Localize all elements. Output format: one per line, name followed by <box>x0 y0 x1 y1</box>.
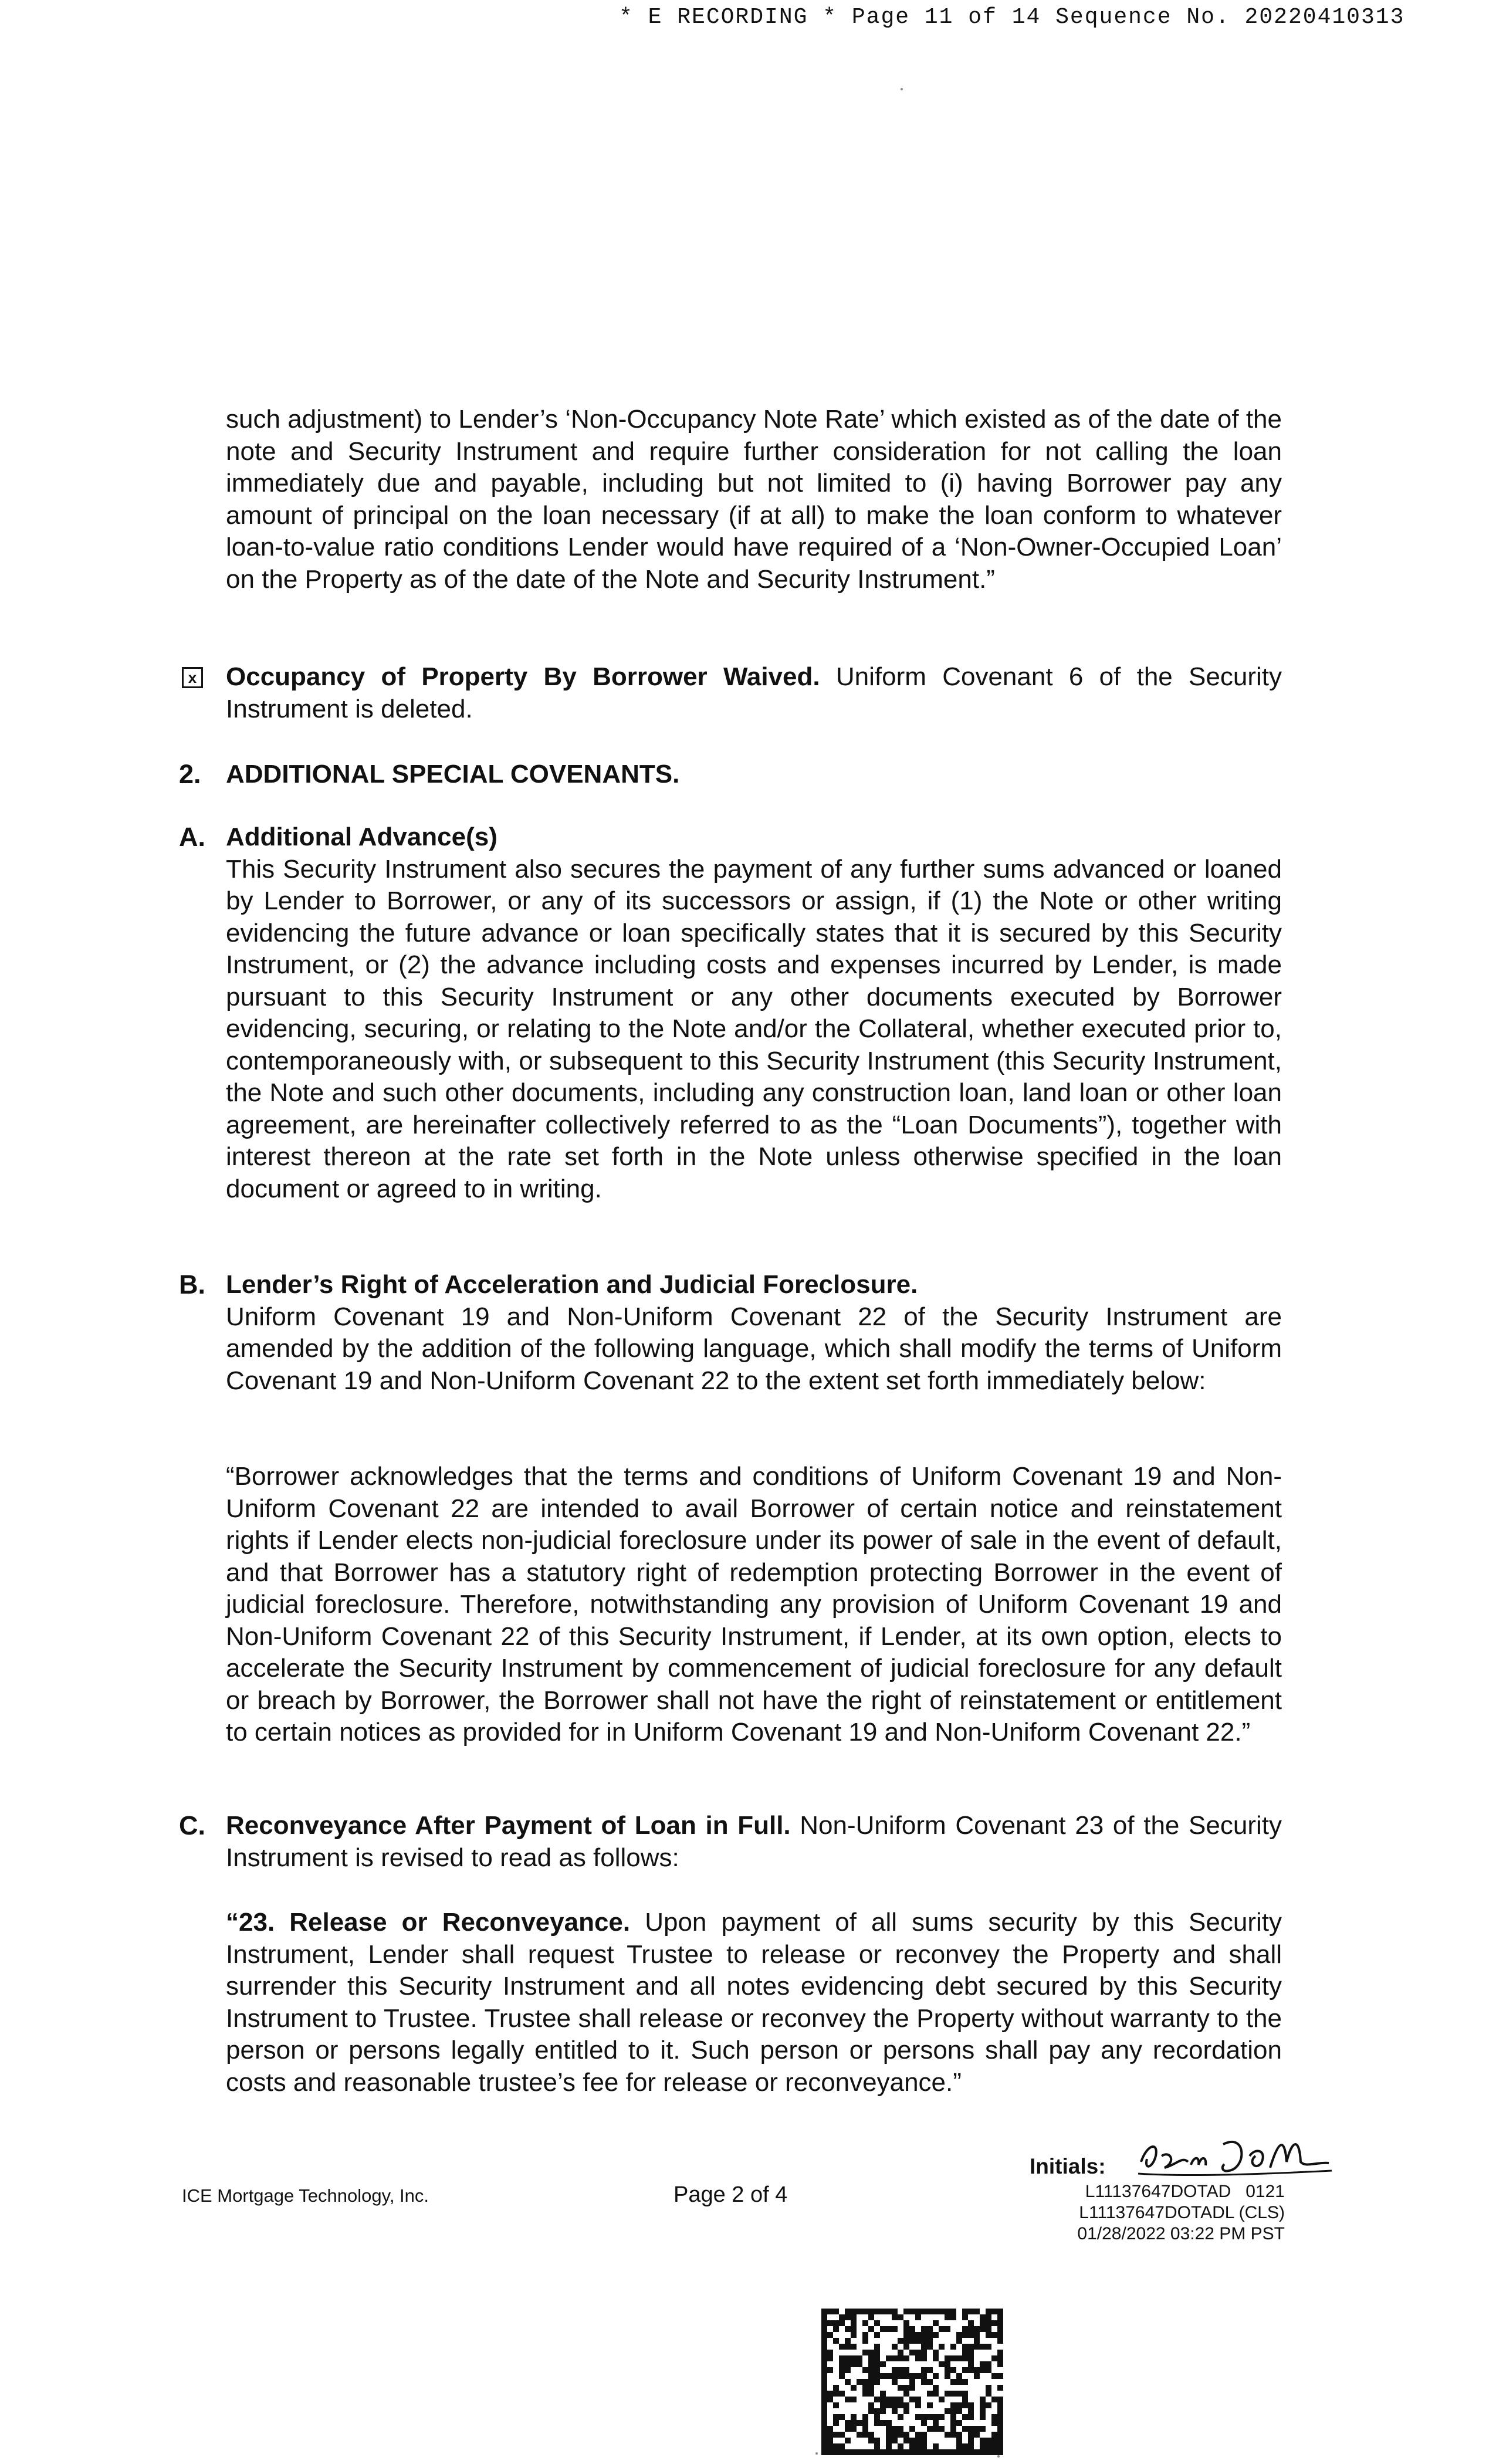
section-a-title: Additional Advance(s) <box>226 823 497 851</box>
section-a-letter: A. <box>179 822 205 852</box>
section-b-title: Lender’s Right of Acceleration and Judicial Foreclosure. <box>226 1270 918 1299</box>
barcode-2d <box>821 2309 1003 2455</box>
occupancy-checkbox: x <box>182 667 203 688</box>
scan-dot <box>815 2452 818 2455</box>
occupancy-paragraph <box>226 661 1282 725</box>
occupancy-title: Occupancy of Property By Borrower Waived. <box>226 662 820 691</box>
section-b-block <box>226 1269 1282 1397</box>
footer-code-1: L11137647DOTAD 0121 <box>1085 2182 1285 2201</box>
section-c-quote-title: “23. Release or Reconveyance. <box>226 1908 631 1937</box>
section-c-quote-text: Upon payment of all sums security by this Security Instrument, Lender shall request Trustee to release or reconvey the Property and shall surrender this Security Instrument and all notes evidencing debt secured by this Security Instrument to Trustee. Trustee shall release or reconvey the Property without warranty to the person or persons legally entitled to it. Such person or persons shall pay any recordation costs and reasonable trustee’s fee for release or reconveyance.” <box>226 1908 1282 2097</box>
section-b-quote: “Borrower acknowledges that the terms and conditions of Uniform Covenant 19 and Non-Uniform Covenant 22 are intended to avail Borrower of certain notice and reinstatement rights if Lender elects non-judicial foreclosure under its power of sale in the event of default, and that Borrower has a statutory right of redemption protecting Borrower in the event of judicial foreclosure. Therefore, notwithstanding any provision of Uniform Covenant 19 and Non-Uniform Covenant 22 of this Security Instrument, if Lender, at its own option, elects to accelerate the Security Instrument by commencement of judicial foreclosure for any default or breach by Borrower, the Borrower shall not have the right of reinstatement or entitlement to certain notices as provided for in Uniform Covenant 19 and Non-Uniform Covenant 22.” <box>226 1462 1282 1747</box>
footer-codes <box>1033 2181 1285 2245</box>
footer-page-number: Page 2 of 4 <box>673 2182 788 2207</box>
initials-signature <box>1135 2121 1335 2191</box>
section-b-text: Uniform Covenant 19 and Non-Uniform Covenant 22 of the Security Instrument are amended by the addition of the following language, which shall modify the terms of Uniform Covenant 19 and Non-Uniform Covenant 22 to the extent set forth immediately below: <box>226 1302 1282 1395</box>
occupancy-text: Uniform Covenant 6 of the Security Instrument is deleted. <box>226 662 1282 723</box>
initials-label: Initials: <box>1030 2154 1106 2178</box>
footer-company: ICE Mortgage Technology, Inc. <box>182 2185 429 2206</box>
intro-paragraph: such adjustment) to Lender’s ‘Non-Occupancy Note Rate’ which existed as of the date of the note and Security Instrument and require further consideration for not calling the loan immediately due and payable, including but not limited to (i) having Borrower pay any amount of principal on the loan necessary (if at all) to make the loan conform to whatever loan-to-value ratio conditions Lender would have required of a ‘Non-Owner-Occupied Loan’ on the Property as of the date of the Note and Security Instrument.” <box>226 405 1282 594</box>
section-2-title: ADDITIONAL SPECIAL COVENANTS. <box>226 760 680 788</box>
section-2-number: 2. <box>179 759 201 789</box>
footer-code-2: L11137647DOTADL (CLS) <box>1079 2203 1285 2222</box>
section-c-title: Reconveyance After Payment of Loan in Full. <box>226 1811 791 1840</box>
section-b-letter: B. <box>179 1270 205 1299</box>
scan-dot <box>997 2455 1000 2458</box>
section-a-text: This Security Instrument also secures the payment of any further sums advanced or loaned by Lender to Borrower, or any of its successors or assign, if (1) the Note or other writing evidencing the future advance or loan specifically states that it is secured by this Security Instrument, or (2) the advance including costs and expenses incurred by Lender, is made pursuant to this Security Instrument or any other documents executed by Borrower evidencing, securing, or relating to the Note and/or the Collateral, whether executed prior to, contemporaneously with, or subsequent to this Security Instrument (this Security Instrument, the Note and such other documents, including any construction loan, land loan or other loan agreement, are hereinafter collectively referred to as the “Loan Documents”), together with interest thereon at the rate set forth in the Note unless otherwise specified in the loan document or agreed to in writing. <box>226 854 1282 1203</box>
section-a-block <box>226 821 1282 1205</box>
footer-datetime: 01/28/2022 03:22 PM PST <box>1077 2224 1285 2243</box>
section-c-letter: C. <box>179 1810 205 1840</box>
recording-stamp: * E RECORDING * Page 11 of 14 Sequence No. 20220410313 <box>619 5 1405 30</box>
section-c-text: Non-Uniform Covenant 23 of the Security Instrument is revised to read as follows: <box>226 1811 1282 1872</box>
scan-dot <box>901 88 903 90</box>
section-c-block <box>226 1810 1282 1874</box>
section-c-quote <box>226 1907 1282 2099</box>
